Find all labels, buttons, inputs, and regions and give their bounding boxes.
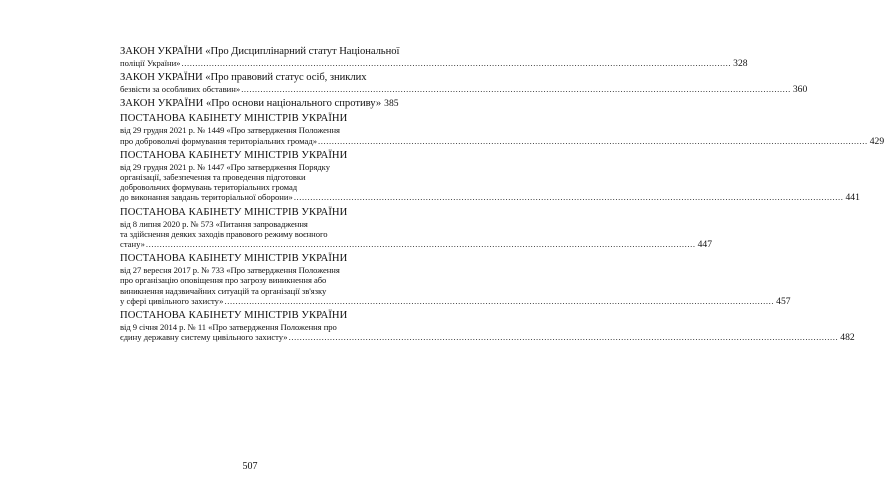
toc-entry [120,98,399,110]
toc-entry-heading: ПОСТАНОВА КАБІНЕТУ МІНІСТРІВ УКРАЇНИ [120,310,348,322]
table-of-contents [120,46,884,346]
page-number: 507 [242,461,258,472]
toc-entry-heading: ЗАКОН УКРАЇНИ «Про правовий статус осіб, зниклих [120,72,367,84]
toc-entry-line: виникнення надзвичайних ситуацій та організації зв'язку [120,285,327,296]
toc-entry-last-line [120,295,791,307]
toc-entry [120,113,884,147]
toc-entry-line: про організацію оповіщення про загрозу виникнення або [120,275,327,286]
toc-entry-last-line [120,98,399,110]
toc-entry-line: від 27 вересня 2017 р. № 733 «Про затвердження Положення [120,265,340,276]
toc-page-number: 482 [840,332,855,344]
toc-entry-last-line [120,332,855,344]
toc-entry-title-end: поліції України» [120,58,181,68]
toc-entry-title-end: ЗАКОН УКРАЇНИ «Про основи національного спротиву» [120,98,382,110]
toc-page-number: 328 [733,58,748,69]
toc-entry [120,310,855,344]
toc-entry-title-end: стану» [120,239,145,250]
toc-page-number: 360 [792,84,808,96]
toc-entry-line: та здійснення деяких заходів правового режиму воєнного [120,228,328,239]
dot-leader: ........................................................................................................................................................................................................ [241,84,791,95]
toc-entry-heading: ПОСТАНОВА КАБІНЕТУ МІНІСТРІВ УКРАЇНИ [120,149,348,161]
toc-page-number: 429 [869,135,884,147]
toc-page-number: 447 [697,239,712,251]
dot-leader: ........................................................................................................................................................................................................ [288,332,839,343]
toc-entry [120,253,791,307]
toc-entry-heading: ПОСТАНОВА КАБІНЕТУ МІНІСТРІВ УКРАЇНИ [120,206,348,218]
dot-leader: ........................................................................................................................................................................................................ [224,295,775,306]
toc-page-number: 441 [845,192,860,204]
toc-entry-heading: ПОСТАНОВА КАБІНЕТУ МІНІСТРІВ УКРАЇНИ [120,253,348,265]
toc-entry-line: від 9 січня 2014 р. № 11 «Про затвердження Положення про [120,322,337,333]
dot-leader: ........................................................................................................................................................................................................ [293,192,844,203]
dot-leader: ........................................................................................................................................................................................................ [318,135,868,146]
toc-entry [120,46,748,69]
toc-entry-line: від 29 грудня 2021 р. № 1447 «Про затвердження Порядку [120,161,330,172]
toc-entry-line: організації, забезпечення та проведення підготовки [120,172,306,183]
toc-entry-title-end: про добровольчі формування територіальних громад» [120,135,318,146]
toc-entry-last-line [120,135,884,147]
toc-page-number: 385 [384,98,399,110]
toc-entry-last-line [120,58,748,69]
toc-entry-last-line [120,84,808,96]
toc-entry-line: від 8 липня 2020 р. № 573 «Питання запровадження [120,218,308,229]
toc-entry-heading: ПОСТАНОВА КАБІНЕТУ МІНІСТРІВ УКРАЇНИ [120,113,348,125]
toc-entry [120,72,808,96]
toc-entry-title-end: у сфері цивільного захисту» [120,295,224,306]
toc-entry-line: добровольчих формувань територіальних громад [120,182,298,193]
toc-entry-title-end: до виконання завдань територіальної оборони» [120,192,293,203]
toc-entry-heading: ЗАКОН УКРАЇНИ «Про Дисциплінарний статут Національної [120,46,400,57]
toc-entry-title-end: безвісти за особливих обставин» [120,84,241,95]
toc-entry-line: від 29 грудня 2021 р. № 1449 «Про затвердження Положення [120,125,340,136]
toc-entry-last-line [120,239,712,251]
toc-entry [120,206,712,251]
dot-leader: ........................................................................................................................................................................................................ [145,239,696,250]
toc-page-number: 457 [776,295,791,307]
toc-entry-title-end: єдину державну систему цивільного захисту» [120,332,288,343]
toc-entry [120,149,860,204]
toc-entry-last-line [120,192,860,204]
dot-leader: ........................................................................................................................................................................................................ [181,58,732,68]
